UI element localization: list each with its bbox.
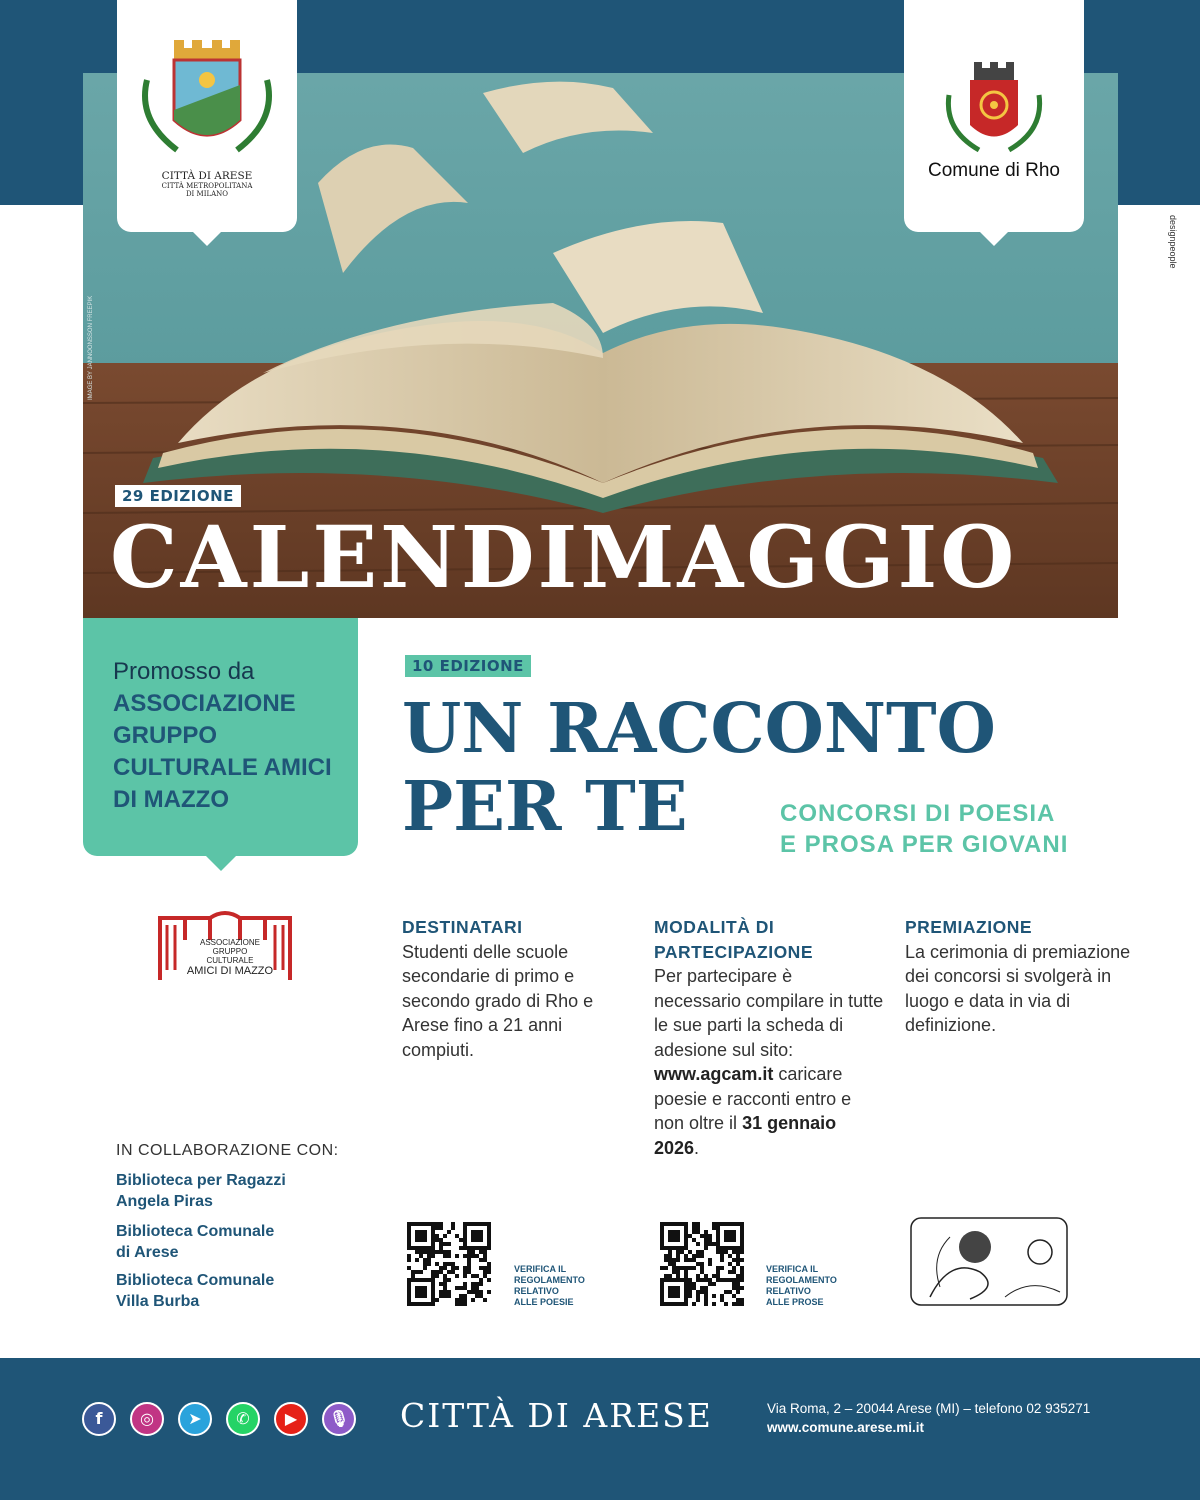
arese-logo-line3: DI MILANO	[185, 190, 229, 198]
qr-code-poems[interactable]	[402, 1222, 497, 1307]
contest-title-line2: PER TE	[402, 767, 688, 847]
participation-text-middle: caricare poesie e racconti entro e non oltre il	[654, 1064, 852, 1133]
assoc-logo-line3: CULTURALE	[206, 956, 254, 965]
figure-sketch-icon	[910, 1217, 1068, 1306]
participation-heading: MODALITÀ DI PARTECIPAZIONE	[654, 917, 813, 962]
city-of-arese-logo	[117, 0, 297, 232]
recipients-text: Studenti delle scuole secondarie di primo e secondo grado di Rho e Arese fino a 21 anni compiuti.	[402, 941, 594, 1060]
podcast-icon[interactable]: 🎙	[322, 1402, 356, 1436]
arese-coat-of-arms-icon	[117, 0, 297, 170]
participation-text-end: .	[694, 1137, 700, 1158]
photo-credit	[88, 270, 100, 400]
participation-text-intro: Per partecipare è necessario compilare in tutte le sue parti la scheda di adesione sul sito:	[654, 966, 884, 1060]
arese-logo-line2: CITTÀ METROPOLITANA	[161, 182, 253, 190]
photo-credit-text: IMAGE BY JANNOONSSON FREEPIK	[88, 295, 94, 400]
qr-code-icon	[655, 1222, 750, 1307]
assoc-logo-line1: ASSOCIAZIONE	[199, 938, 260, 947]
facebook-icon[interactable]: f	[82, 1402, 116, 1436]
qr-note-line: ALLE PROSE	[766, 1297, 824, 1307]
participation-website-link[interactable]: www.agcam.it	[654, 1064, 774, 1084]
collaborator-line2: di Arese	[116, 1244, 179, 1261]
edition-10-badge: 10 EDIZIONE	[405, 655, 531, 677]
collaborator-line1: Biblioteca Comunale	[116, 1272, 275, 1289]
qr-code-icon	[402, 1222, 497, 1307]
collaboration-heading: IN COLLABORAZIONE CON:	[116, 1142, 339, 1159]
arese-logo-line1: CITTÀ DI ARESE	[161, 170, 253, 182]
calendimaggio-title: CALENDIMAGGIO	[110, 508, 1018, 608]
design-credit-text: designpeople	[1168, 215, 1178, 269]
assoc-logo-line2: GRUPPO	[212, 947, 248, 956]
qr-note-prose	[766, 1264, 837, 1308]
collaborator-line2: Villa Burba	[116, 1293, 200, 1310]
comune-di-rho-logo	[904, 0, 1084, 232]
youtube-icon[interactable]: ▶	[274, 1402, 308, 1436]
collaborator-line1: Biblioteca per Ragazzi	[116, 1172, 286, 1189]
amici-di-mazzo-logo	[155, 910, 295, 990]
recipients-heading: DESTINATARI	[402, 917, 523, 937]
qr-note-line: RELATIVO	[514, 1286, 559, 1296]
footer-address: Via Roma, 2 – 20044 Arese (MI) – telefono 02 935271	[767, 1401, 1091, 1416]
whatsapp-icon[interactable]: ✆	[226, 1402, 260, 1436]
awards-text: La cerimonia di premiazione dei concorsi si svolgerà in luogo e data in via di definizione.	[905, 941, 1131, 1035]
qr-note-line: RELATIVO	[766, 1286, 811, 1296]
participation-text	[654, 964, 884, 1160]
qr-note-line: REGOLAMENTO	[766, 1275, 837, 1285]
contest-title-line1: UN RACCONTO	[402, 689, 996, 769]
qr-note-line: ALLE POESIE	[514, 1297, 574, 1307]
footer-website-link[interactable]: www.comune.arese.mi.it	[767, 1420, 925, 1435]
promoted-by-box	[83, 618, 358, 856]
telegram-icon[interactable]: ➤	[178, 1402, 212, 1436]
awards-heading: PREMIAZIONE	[905, 917, 1033, 937]
awards-column	[905, 915, 1135, 1038]
instagram-icon[interactable]: ◎	[130, 1402, 164, 1436]
association-name: ASSOCIAZIONE GRUPPO CULTURALE AMICI DI MAZZO	[113, 690, 332, 813]
contest-subtitle-line1: CONCORSI DI POESIA	[780, 800, 1056, 827]
rho-logo-label: Comune di Rho	[927, 160, 1061, 181]
qr-note-line: REGOLAMENTO	[514, 1275, 585, 1285]
qr-code-prose[interactable]	[655, 1222, 750, 1307]
rho-coat-of-arms-icon	[904, 0, 1084, 155]
participation-deadline: 31 gennaio 2026	[654, 1113, 837, 1158]
qr-note-line: VERIFICA IL	[514, 1264, 567, 1274]
participation-column	[654, 915, 884, 1160]
promoted-by-label: Promosso da	[113, 658, 255, 685]
recipients-column	[402, 915, 627, 1062]
qr-note-poems	[514, 1264, 585, 1308]
contest-subtitle-line2: E PROSA PER GIOVANI	[780, 831, 1069, 858]
footer-city-name: CITTÀ DI ARESE	[400, 1396, 713, 1435]
collaborator-item	[116, 1270, 336, 1312]
contest-subtitle	[780, 798, 1068, 860]
collaborator-line1: Biblioteca Comunale	[116, 1223, 275, 1240]
collaborator-item	[116, 1221, 336, 1263]
assoc-logo-line4: AMICI DI MAZZO	[186, 965, 274, 977]
edition-29-badge: 29 EDIZIONE	[115, 485, 241, 507]
sketch-illustration	[910, 1217, 1068, 1306]
qr-note-line: VERIFICA IL	[766, 1264, 819, 1274]
collaborator-item	[116, 1170, 336, 1212]
design-credit	[1164, 215, 1184, 275]
collaborator-line2: Angela Piras	[116, 1193, 213, 1210]
